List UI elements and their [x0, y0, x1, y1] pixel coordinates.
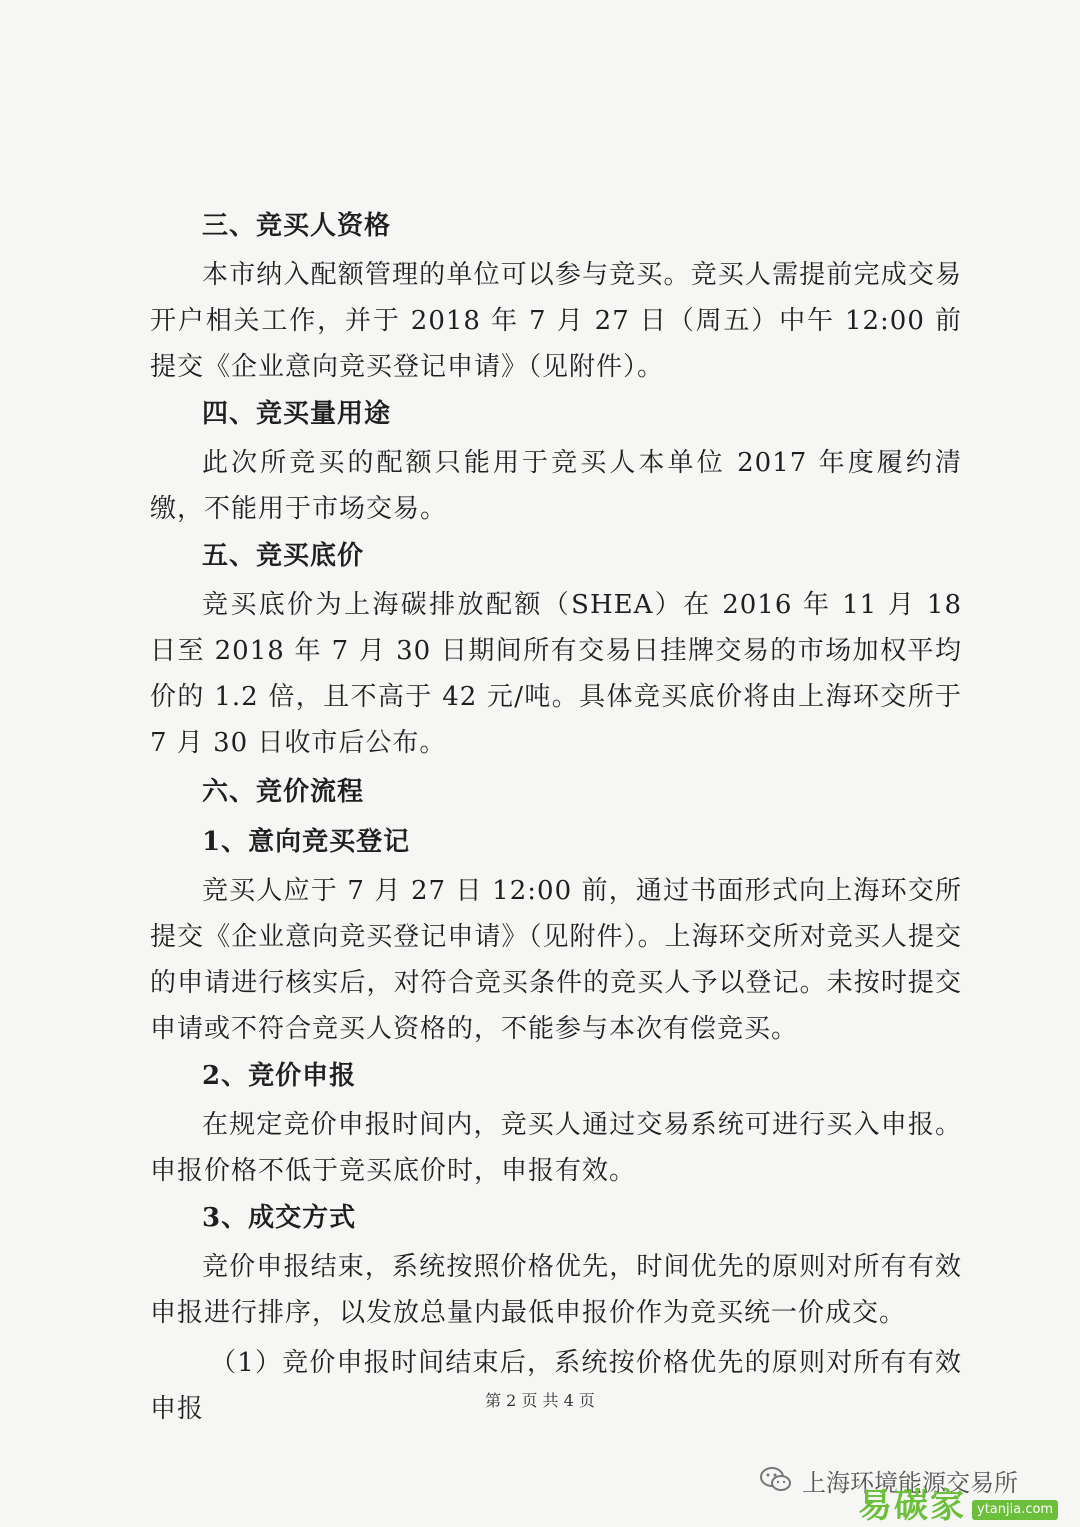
- step-heading-settlement: 3、成交方式: [202, 1203, 357, 1233]
- step-heading-registration: 1、意向竞买登记: [202, 827, 411, 857]
- section-heading-usage: 四、竞买量用途: [202, 399, 392, 429]
- watermark-source: 上海环境能源交易所: [802, 1468, 1018, 1497]
- step-body-registration: 竞买人应于 7 月 27 日 12:00 前，通过书面形式向上海环交所提交《企业意向竞买登记申请》（见附件）。上海环交所对竞买人提交的申请进行核实后，对符合竞买条件的竞买人予以登记。未按时提交申请或不符合竞买人资格的，不能参与本次有偿竞买。: [150, 876, 962, 1044]
- page-number: 第 2 页 共 4 页: [485, 1391, 595, 1410]
- brand-logo: [858, 1488, 1058, 1524]
- section-body-qualification: 本市纳入配额管理的单位可以参与竞买。竞买人需提前完成交易开户相关工作，并于 2018 年 7 月 27 日（周五）中午 12:00 前提交《企业意向竞买登记申请》（见附件）。: [150, 260, 962, 382]
- section-heading-bidding-process: 六、竞价流程: [202, 777, 365, 807]
- section-body-reserve-price: 竞买底价为上海碳排放配额（SHEA）在 2016 年 11 月 18 日至 2018 年 7 月 30 日期间所有交易日挂牌交易的市场加权平均价的 1.2 倍，且不高于 42 元/吨。具体竞买底价将由上海环交所于 7 月 30 日收市后公布。: [150, 590, 962, 758]
- step-item-1: （1）竞价申报时间结束后，系统按价格优先的原则对所有有效申报: [150, 1348, 962, 1424]
- document-body: [150, 206, 962, 1432]
- section-heading-qualification: 三、竞买人资格: [202, 211, 392, 241]
- brand-domain: ytanjia.com: [972, 1500, 1058, 1520]
- section-body-usage: 此次所竞买的配额只能用于竞买人本单位 2017 年度履约清缴，不能用于市场交易。: [150, 448, 962, 524]
- section-heading-reserve-price: 五、竞买底价: [202, 541, 365, 571]
- step-body-declaration: 在规定竞价申报时间内，竞买人通过交易系统可进行买入申报。申报价格不低于竞买底价时，申报有效。: [150, 1110, 962, 1186]
- brand-name: 易碳家: [858, 1486, 966, 1526]
- wechat-icon: [758, 1462, 794, 1498]
- step-body-settlement: 竞价申报结束，系统按照价格优先，时间优先的原则对所有有效申报进行排序，以发放总量内最低申报价作为竞买统一价成交。: [150, 1252, 962, 1328]
- step-heading-declaration: 2、竞价申报: [202, 1061, 357, 1091]
